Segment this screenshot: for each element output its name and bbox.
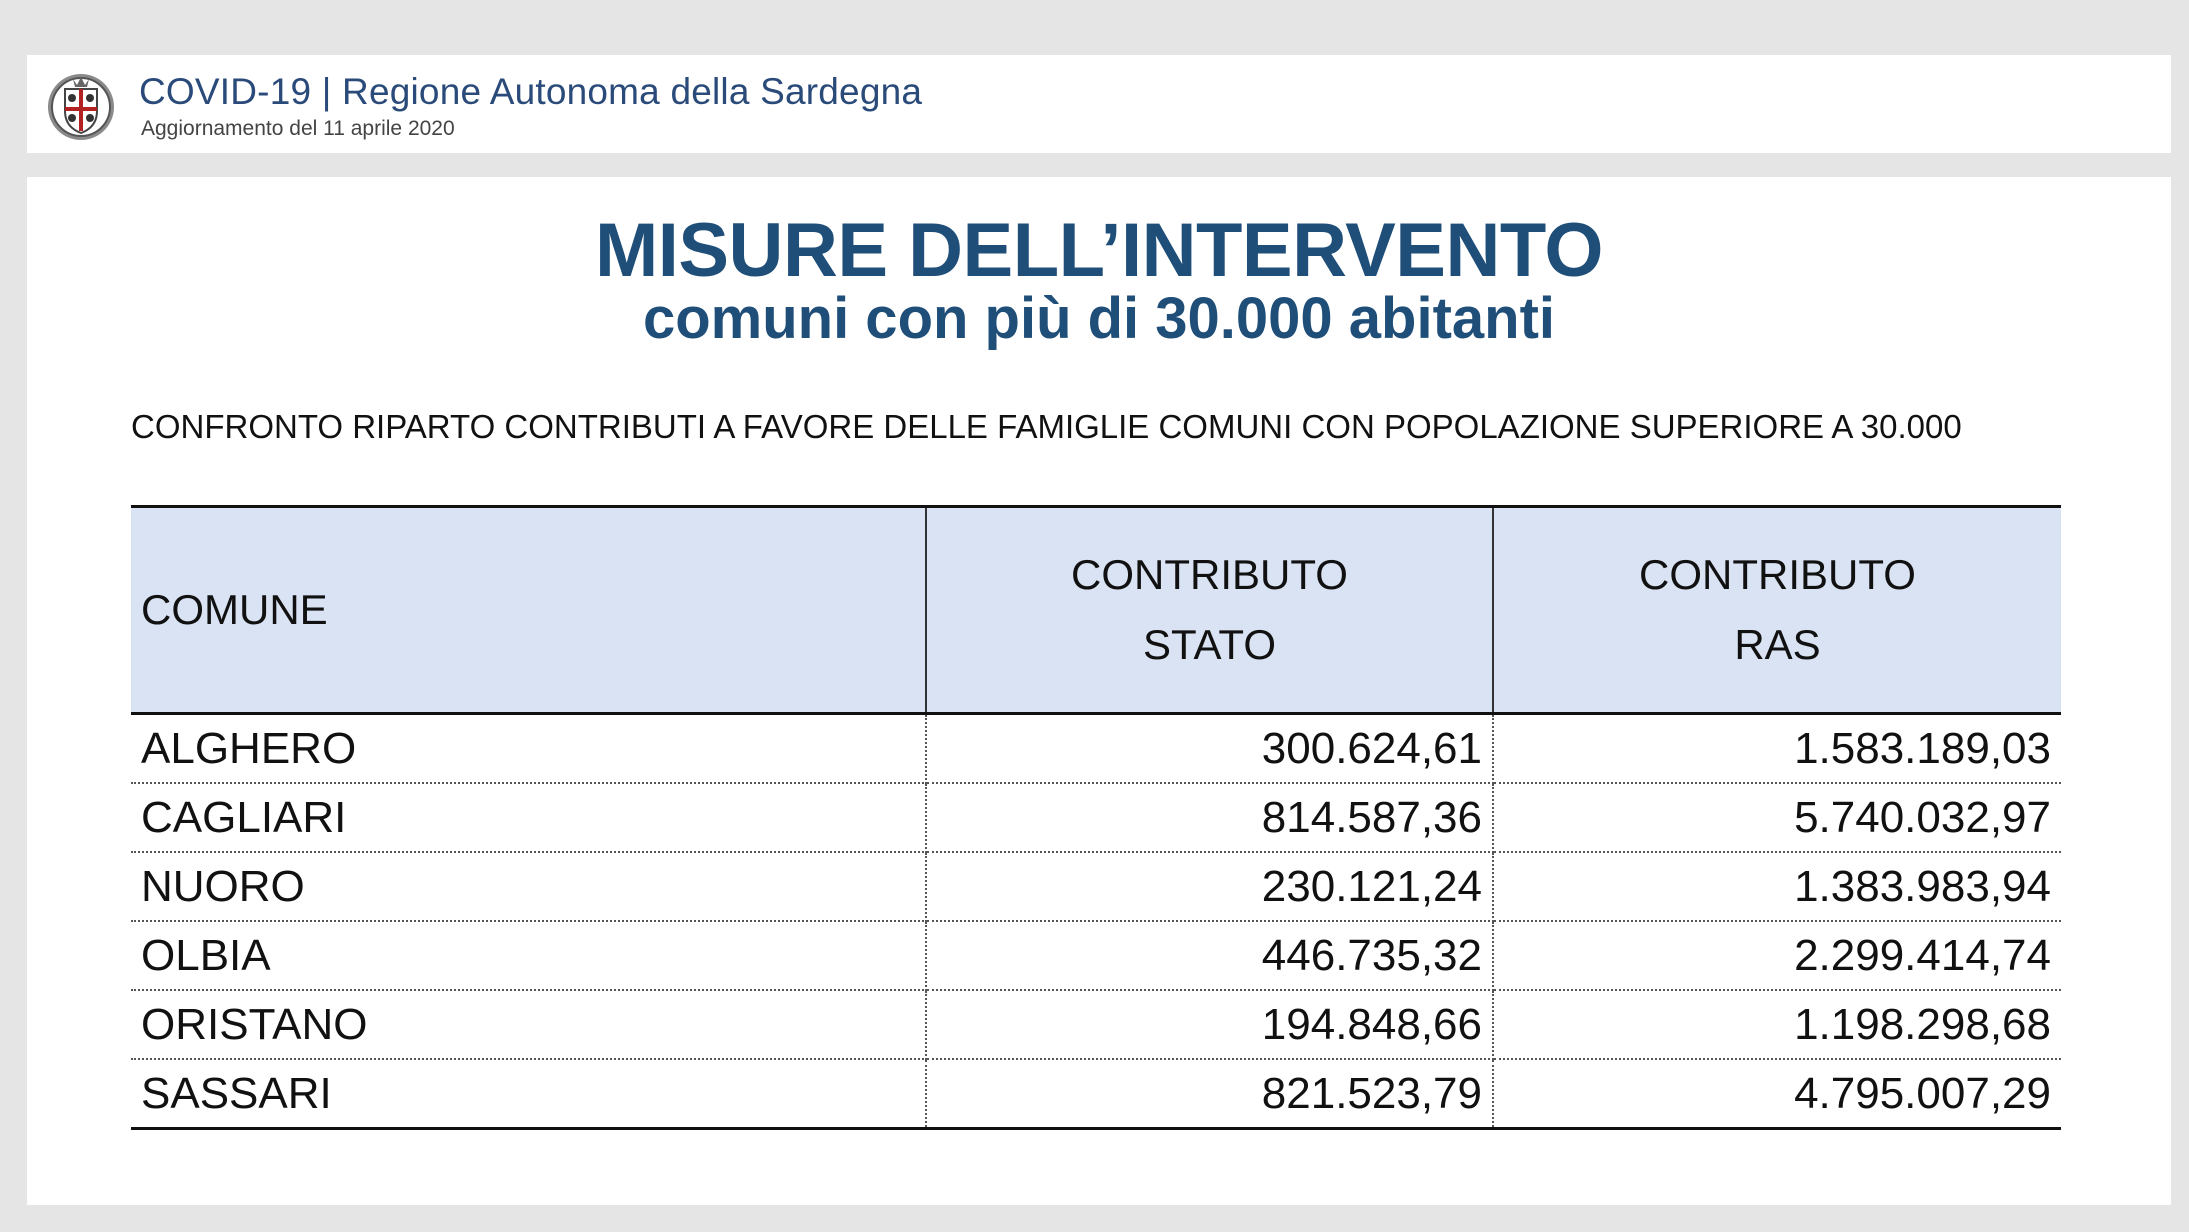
table-row: [131, 852, 2061, 921]
cell-contributo-stato: 194.848,66: [926, 990, 1493, 1059]
column-header-contributo-ras: CONTRIBUTO RAS: [1493, 507, 2061, 714]
column-header-contributo-stato: CONTRIBUTO STATO: [926, 507, 1493, 714]
column-header-comune: COMUNE: [131, 507, 926, 714]
cell-comune: CAGLIARI: [131, 783, 926, 852]
table-row: [131, 921, 2061, 990]
table-row: [131, 990, 2061, 1059]
table-row: [131, 714, 2061, 784]
header-bar: [27, 55, 2171, 153]
table-row: [131, 783, 2061, 852]
page-title: MISURE DELL’INTERVENTO: [594, 208, 1604, 293]
app-title: COVID-19 | Regione Autonoma della Sardegna: [139, 71, 923, 112]
cell-comune: OLBIA: [131, 921, 926, 990]
cell-contributo-ras: 4.795.007,29: [1493, 1059, 2061, 1129]
cell-contributo-stato: 230.121,24: [926, 852, 1493, 921]
cell-contributo-ras: 1.583.189,03: [1493, 714, 2061, 784]
cell-contributo-ras: 1.383.983,94: [1493, 852, 2061, 921]
content-panel: [27, 177, 2171, 1205]
cell-contributo-ras: 2.299.414,74: [1493, 921, 2061, 990]
cell-contributo-stato: 821.523,79: [926, 1059, 1493, 1129]
cell-contributo-ras: 5.740.032,97: [1493, 783, 2061, 852]
table-caption: CONFRONTO RIPARTO CONTRIBUTI A FAVORE DELLE FAMIGLIE COMUNI CON POPOLAZIONE SUPERIORE A 30.000: [131, 408, 1962, 445]
cell-contributo-stato: 446.735,32: [926, 921, 1493, 990]
table-row: [131, 1059, 2061, 1129]
cell-contributo-stato: 300.624,61: [926, 714, 1493, 784]
cell-comune: NUORO: [131, 852, 926, 921]
table-header-row: [131, 507, 2061, 714]
page-subtitle: comuni con più di 30.000 abitanti: [642, 286, 1556, 351]
update-date: Aggiornamento del 11 aprile 2020: [141, 117, 455, 140]
cell-contributo-ras: 1.198.298,68: [1493, 990, 2061, 1059]
cell-comune: SASSARI: [131, 1059, 926, 1129]
cell-contributo-stato: 814.587,36: [926, 783, 1493, 852]
cell-comune: ALGHERO: [131, 714, 926, 784]
cell-comune: ORISTANO: [131, 990, 926, 1059]
contributions-table: [131, 505, 2061, 1130]
sardinia-crest-icon: [45, 71, 117, 143]
